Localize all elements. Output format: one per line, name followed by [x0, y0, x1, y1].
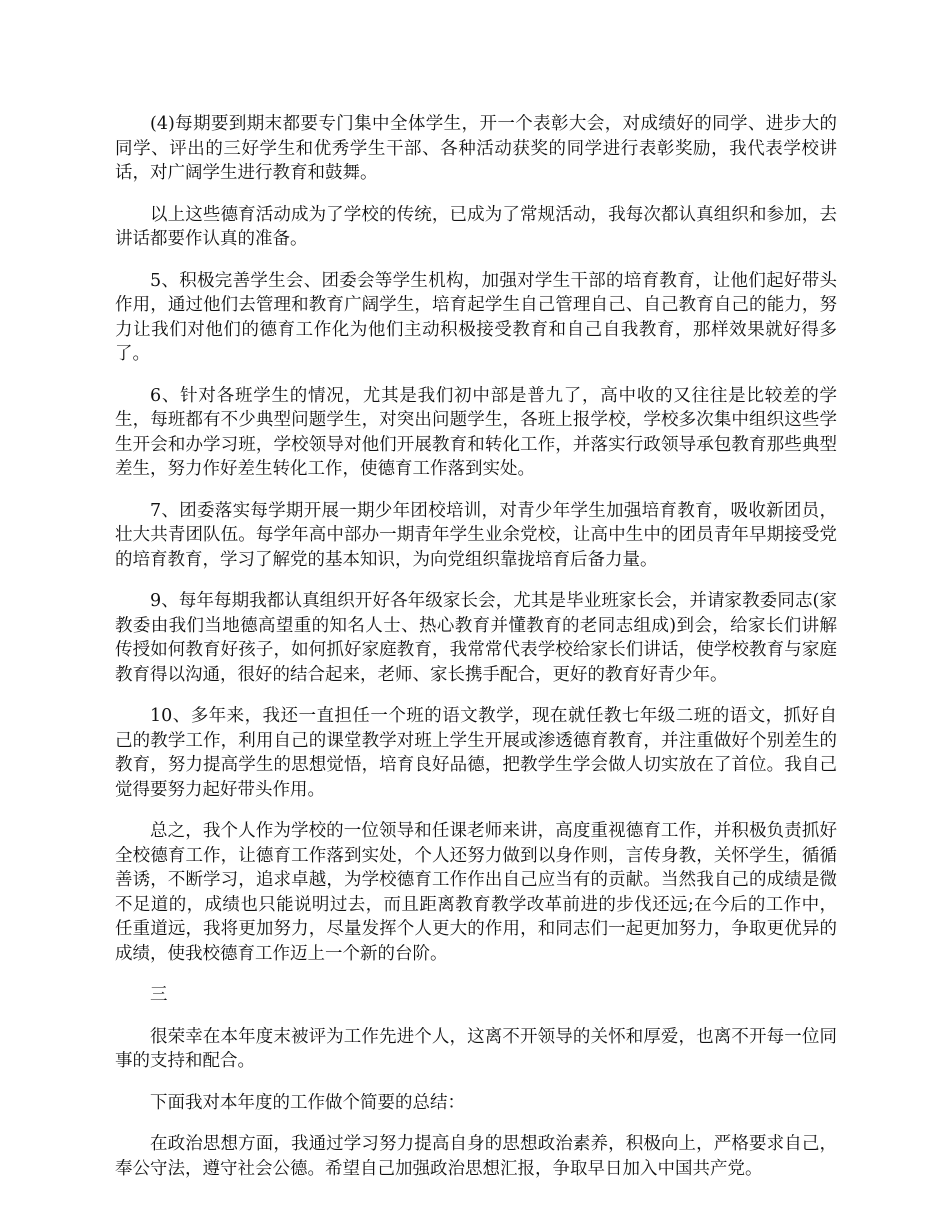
paragraph-political-thought: 在政治思想方面，我通过学习努力提高自身的思想政治素养，积极向上，严格要求自己，奉公守法，遵守社会公德。希望自己加强政治思想汇报，争取早日加入中国共产党。 — [115, 1134, 837, 1179]
paragraph-youth-league: 7、团委落实每学期开展一期少年团校培训，对青少年学生加强培育教育，吸收新团员，壮大共青团队伍。每学年高中部办一期青年学生业余党校，让高中生中的团员青年早期接受党的培育教育，学习了解党的基本知识，为向党组织靠拢培育后备力量。 — [115, 500, 837, 570]
section-heading-three: 三 — [150, 985, 168, 1005]
paragraph-teaching: 10、多年来，我还一直担任一个班的语文教学，现在就任教七年级二班的语文，抓好自己的教学工作，利用自己的课堂教学对班上学生开展或渗透德育教育，并注重做好个别差生的教育，努力提高学生的思想觉悟，培育良好品德，把教学生学会做人切实放在了首位。我自己觉得要努力起好带头作用。 — [115, 706, 837, 800]
paragraph-summary-intro: 下面我对本年度的工作做个简要的总结： — [150, 1092, 465, 1113]
paragraph-awards-meeting: (4)每期要到期末都要专门集中全体学生，开一个表彰大会，对成绩好的同学、进步大的同学、评出的三好学生和优秀学生干部、各种活动获奖的同学进行表彰奖励，我代表学校讲话，对广阔学生进行教育和鼓舞。 — [115, 114, 837, 183]
paragraph-conclusion: 总之，我个人作为学校的一位领导和任课老师来讲，高度重视德育工作，并积极负责抓好全校德育工作，让德育工作落到实处，个人还努力做到以身作则，言传身教，关怀学生，循循善诱，不断学习，追求卓越，为学校德育工作作出自己应当有的贡献。当然我自己的成绩是微不足道的，成绩也只能说明过去，而且距离教育教学改革前进的步伐还远;在今后的工作中，任重道远，我将更加努力，尽量发挥个人更大的作用，和同志们一起更加努力，争取更优异的成绩，使我校德育工作迈上一个新的台阶。 — [115, 821, 837, 964]
paragraph-parent-meetings: 9、每年每期我都认真组织开好各年级家长会，尤其是毕业班家长会，并请家教委同志(家教委由我们当地德高望重的知名人士、热心教育并懂教育的老同志组成)到会，给家长们讲解传授如何教育好孩子，如何抓好家庭教育，我常常代表学校给家长们讲话，使学校教育与家庭教育得以沟通，很好的结合起来，老师、家长携手配合，更好的教育好青少年。 — [115, 591, 837, 685]
paragraph-student-union: 5、积极完善学生会、团委会等学生机构，加强对学生干部的培育教育，让他们起好带头作用，通过他们去管理和教育广阔学生，培育起学生自己管理自己、自己教育自己的能力，努力让我们对他们的德育工作化为他们主动积极接受教育和自己自我教育，那样效果就好得多了。 — [115, 270, 837, 364]
paragraph-moral-activities: 以上这些德育活动成为了学校的传统，已成为了常规活动，我每次都认真组织和参加，去讲话都要作认真的准备。 — [115, 204, 837, 249]
paragraph-problem-students: 6、针对各班学生的情况，尤其是我们初中部是普九了，高中收的又往往是比较差的学生，每班都有不少典型问题学生，对突出问题学生，各班上报学校，学校多次集中组织这些学生开会和办学习班，学校领导对他们开展教育和转化工作，并落实行政领导承包教育那些典型差生，努力作好差生转化工作，使德育工作落到实处。 — [115, 385, 837, 479]
paragraph-honor: 很荣幸在本年度末被评为工作先进个人，这离不开领导的关怀和厚爱，也离不开每一位同事的支持和配合。 — [115, 1026, 837, 1071]
document-body — [115, 112, 837, 1198]
